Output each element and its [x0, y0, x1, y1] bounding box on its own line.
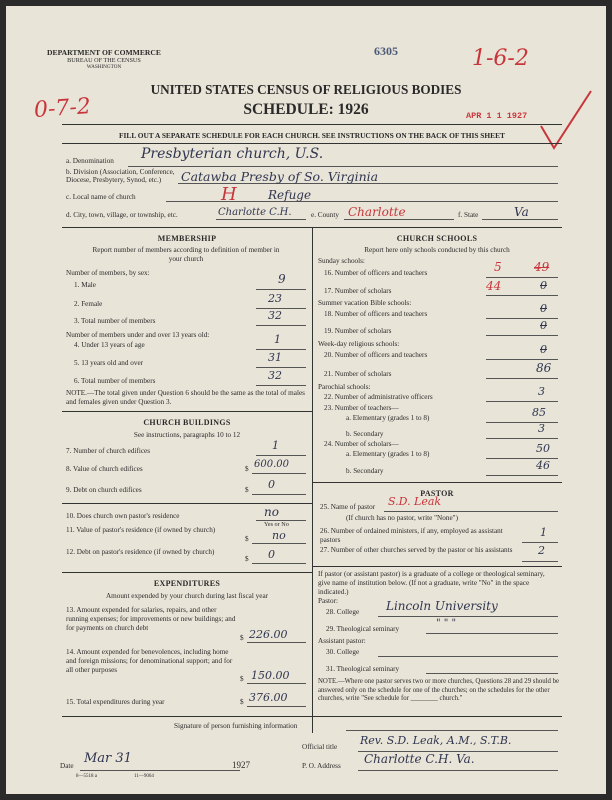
- division-value: Catawba Presby of So. Virginia: [181, 169, 379, 184]
- q16-struck-value: 49: [534, 260, 550, 274]
- census-schedule-sheet: [6, 6, 606, 794]
- summer-label: Summer vacation Bible schools:: [318, 299, 412, 307]
- red-h-mark: H: [221, 184, 237, 205]
- q14-label: 14. Amount expended for benevolences, including home and foreign missions; for denominational support; and for all other purposes: [66, 648, 233, 674]
- q22-label: 22. Number of administrative officers: [324, 393, 433, 401]
- city-value: Charlotte C.H.: [218, 207, 292, 218]
- form-title: UNITED STATES CENSUS OF RELIGIOUS BODIES: [150, 82, 462, 97]
- q24a-value: 50: [536, 442, 550, 455]
- received-stamp: APR 1 1 1927: [466, 111, 528, 121]
- q15-dollar: $: [240, 698, 244, 706]
- q5-label: 5. 13 years old and over: [74, 359, 144, 367]
- q10-value: no: [264, 505, 279, 519]
- q26-label: 26. Number of ordained ministers, if any, employed as assistant pastors: [320, 527, 503, 544]
- q21-value: 86: [536, 361, 552, 375]
- city-label: d. City, town, village, or township, etc.: [66, 211, 178, 219]
- q27-label: 27. Number of other churches served by the pastor or his assistants: [320, 546, 513, 554]
- county-label: e. County: [311, 211, 339, 219]
- q4-label: 4. Under 13 years of age: [74, 341, 145, 349]
- pastor-title: PASTOR: [420, 489, 454, 498]
- q24-label: 24. Number of scholars—: [324, 440, 399, 448]
- q24b-value: 46: [536, 459, 550, 472]
- q7-label: 7. Number of church edifices: [66, 447, 151, 455]
- q18-label: 18. Number of officers and teachers: [324, 310, 428, 318]
- q6-label: 6. Total number of members: [74, 377, 156, 385]
- q23b-value: 3: [538, 422, 545, 435]
- bureau-name: BUREAU OF THE CENSUS: [67, 57, 141, 64]
- po-address-label: P. O. Address: [302, 762, 341, 770]
- assistant-pastor-label: Assistant pastor:: [318, 637, 366, 645]
- q2-label: 2. Female: [74, 300, 103, 308]
- yes-no-hint: Yes or No: [264, 521, 289, 528]
- q28-label: 28. College: [326, 608, 360, 616]
- instruction-line: FILL OUT A SEPARATE SCHEDULE FOR EACH CHURCH. SEE INSTRUCTIONS ON THE BACK OF THIS SHEET: [119, 131, 505, 140]
- q13-value: 226.00: [249, 628, 288, 641]
- q11-value: no: [272, 529, 286, 542]
- local-name-value: Refuge: [268, 188, 312, 202]
- q25-note: (If church has no pastor, write "None"): [346, 514, 458, 522]
- q1-value: 9: [278, 272, 286, 286]
- q3-value: 32: [268, 309, 282, 322]
- q5-value: 31: [268, 351, 282, 364]
- schedule-title: SCHEDULE: 1926: [243, 101, 369, 118]
- po-address-value: Charlotte C.H. Va.: [364, 752, 475, 766]
- pastor-sublabel: Pastor:: [318, 597, 338, 605]
- state-value: Va: [514, 205, 529, 219]
- schools-title: CHURCH SCHOOLS: [396, 234, 478, 243]
- q23-label: 23. Number of teachers—: [324, 404, 399, 412]
- q29-label: 29. Theological seminary: [326, 625, 400, 633]
- expenditures-title: EXPENDITURES: [153, 579, 221, 588]
- q13-label: 13. Amount expended for salaries, repairs, and other running expenses; for improvements or new buildings; and for payments on church debt: [66, 606, 236, 632]
- buildings-title: CHURCH BUILDINGS: [143, 418, 231, 427]
- q14-value: 150.00: [251, 669, 290, 682]
- q22-value: 3: [538, 385, 545, 398]
- official-title-value: Rev. S.D. Leak, A.M., S.T.B.: [360, 734, 512, 747]
- q24b-label: b. Secondary: [346, 467, 384, 475]
- q18-value: 0: [540, 302, 547, 315]
- q3-label: 3. Total number of members: [74, 317, 156, 325]
- sunday-label: Sunday schools:: [318, 257, 365, 265]
- q26-value: 1: [540, 526, 547, 539]
- q23a-label: a. Elementary (grades 1 to 8): [346, 414, 430, 422]
- signature-label: Signature of person furnishing information: [174, 722, 298, 730]
- city-name: WASHINGTON: [86, 64, 122, 70]
- q29-value: " " ": [436, 618, 457, 629]
- local-name-label: c. Local name of church: [66, 193, 136, 201]
- q12-label: 12. Debt on pastor's residence (if owned by church): [66, 548, 215, 556]
- q25-value: S.D. Leak: [388, 495, 442, 508]
- date-value: Mar 31: [84, 751, 132, 766]
- form-number: 8—5518 a: [76, 774, 97, 779]
- membership-sub: Report number of members according to definition of member in your church: [92, 246, 280, 263]
- q24a-label: a. Elementary (grades 1 to 8): [346, 450, 430, 458]
- red-code-left: 0-7-2: [33, 94, 92, 123]
- q8-label: 8. Value of church edifices: [66, 465, 143, 473]
- q31-label: 31. Theological seminary: [326, 665, 400, 673]
- q6-value: 32: [268, 369, 282, 382]
- q9-dollar: $: [245, 486, 249, 494]
- q11-dollar: $: [245, 535, 249, 543]
- official-title-label: Official title: [302, 743, 338, 751]
- q19-value: 0: [540, 319, 547, 332]
- q28-value: Lincoln University: [386, 599, 498, 613]
- q16-label: 16. Number of officers and teachers: [324, 269, 428, 277]
- q8-value: 600.00: [254, 459, 289, 470]
- membership-note: NOTE.—The total given under Question 6 should be the same as the total of males and females given under Question 3.: [66, 389, 305, 406]
- q17-value: 44: [486, 279, 502, 293]
- date-year: 1927: [232, 760, 250, 770]
- q9-label: 9. Debt on church edifices: [66, 486, 142, 494]
- q1-label: 1. Male: [74, 281, 96, 289]
- q17-struck-value: 0: [540, 279, 547, 292]
- age-head-label: Number of members under and over 13 years old:: [66, 331, 210, 339]
- serial-number: 6305: [374, 44, 398, 58]
- q19-label: 19. Number of scholars: [324, 327, 392, 335]
- q9-value: 0: [268, 478, 275, 491]
- schools-sub: Report here only schools conducted by this church: [364, 246, 510, 254]
- q23a-value: 85: [532, 406, 546, 419]
- denomination-label: a. Denomination: [66, 157, 114, 165]
- q17-label: 17. Number of scholars: [324, 287, 392, 295]
- denomination-value: Presbyterian church, U.S.: [141, 146, 324, 162]
- q20-label: 20. Number of officers and teachers: [324, 351, 428, 359]
- q11-label: 11. Value of pastor's residence (if owned by church): [66, 526, 216, 534]
- q27-value: 2: [538, 544, 545, 557]
- q8-dollar: $: [245, 465, 249, 473]
- q20-value: 0: [540, 343, 547, 356]
- red-code-right: 1-6-2: [472, 46, 529, 71]
- date-label: Date: [60, 762, 74, 770]
- expenditures-sub: Amount expended by your church during last fiscal year: [105, 592, 269, 600]
- q14-dollar: $: [240, 675, 244, 683]
- by-sex-label: Number of members, by sex:: [66, 269, 150, 277]
- q21-label: 21. Number of scholars: [324, 370, 392, 378]
- division-label: b. Division (Association, Conference, Diocese, Presbytery, Synod, etc.): [66, 168, 175, 184]
- q4-value: 1: [274, 333, 281, 346]
- q2-value: 23: [268, 292, 282, 305]
- q25-label: 25. Name of pastor: [320, 503, 376, 511]
- q13-dollar: $: [240, 634, 244, 642]
- department-name: DEPARTMENT OF COMMERCE: [47, 48, 161, 57]
- q10-label: 10. Does church own pastor's residence: [66, 512, 180, 520]
- q15-value: 376.00: [249, 691, 288, 704]
- membership-title: MEMBERSHIP: [157, 234, 217, 243]
- weekday-label: Week-day religious schools:: [318, 340, 400, 348]
- buildings-sub: See instructions, paragraphs 10 to 12: [133, 431, 241, 439]
- q12-dollar: $: [245, 555, 249, 563]
- county-value: Charlotte: [348, 205, 406, 219]
- print-number: 11—9064: [134, 774, 154, 779]
- q15-label: 15. Total expenditures during year: [66, 698, 165, 706]
- q30-label: 30. College: [326, 648, 360, 656]
- red-check-mark: [536, 86, 596, 156]
- q16-value: 5: [494, 260, 502, 274]
- q23b-label: b. Secondary: [346, 430, 384, 438]
- q7-value: 1: [272, 439, 279, 452]
- parochial-label: Parochial schools:: [318, 383, 371, 391]
- graduate-note: If pastor (or assistant pastor) is a graduate of a college or theological seminary, give name of institution below. (If not a graduate, write "No" in the space indicated.): [318, 570, 545, 596]
- pastor-note: NOTE.—Where one pastor serves two or more churches, Questions 28 and 29 should be answered only on the schedule for one of the churches; on the schedules for the other churches, write "See schedule for ________ church.": [318, 678, 560, 703]
- state-label: f. State: [458, 211, 479, 219]
- q12-value: 0: [268, 548, 275, 561]
